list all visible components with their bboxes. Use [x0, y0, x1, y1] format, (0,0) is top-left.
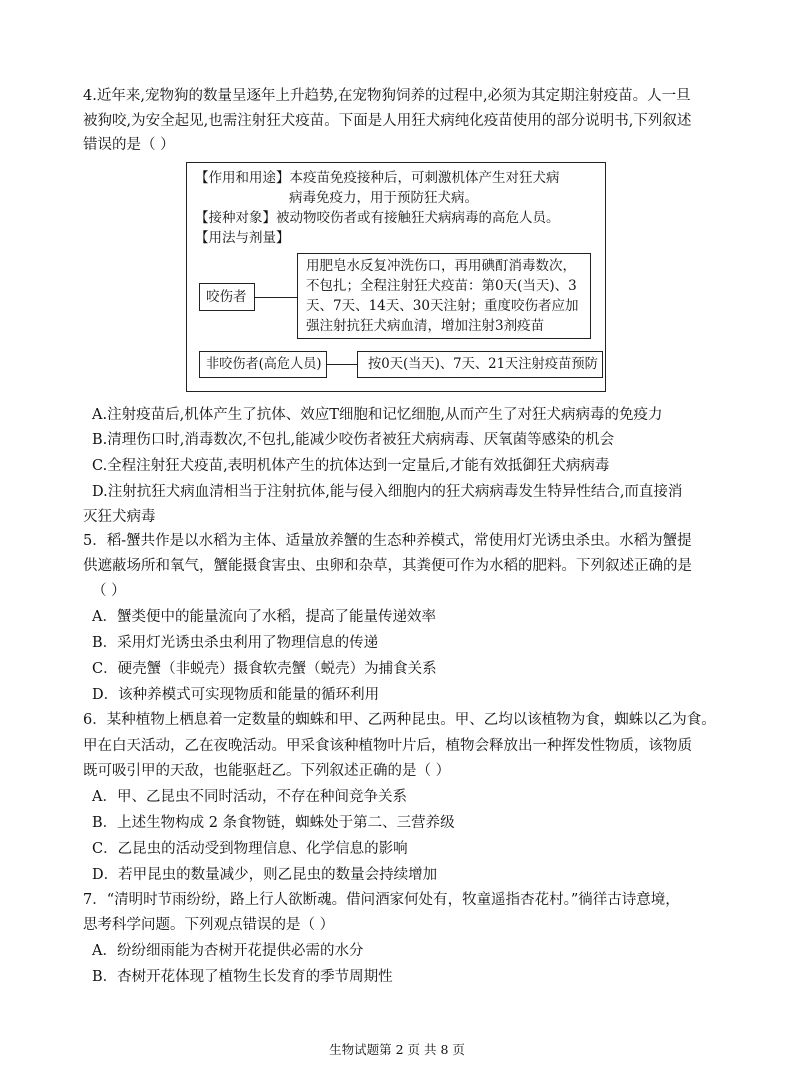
nonbitten-label-box — [199, 351, 327, 378]
q6-option-a: A．甲、乙昆虫不同时活动，不存在种间竞争关系 — [92, 789, 407, 805]
q5-option-c: C．硬壳蟹（非蜕壳）摄食软壳蟹（蜕壳）为捕食关系 — [92, 661, 437, 677]
dosage-heading: 【用法与剂量】 — [195, 230, 290, 246]
q4-stem-line-3: 错误的是（ ） — [83, 137, 175, 153]
vaccine-instruction-box — [186, 162, 606, 392]
q6-option-c: C．乙昆虫的活动受到物理信息、化学信息的影响 — [92, 841, 408, 857]
q7-option-b: B．杏树开花体现了植物生长发育的季节周期性 — [92, 969, 393, 985]
q5-option-d: D．该种养模式可实现物质和能量的循环利用 — [92, 687, 380, 703]
q5-option-a: A．蟹类便中的能量流向了水稻，提高了能量传递效率 — [92, 609, 436, 625]
nonbitten-detail: 按0天(当天)、7天、21天注射疫苗预防 — [368, 356, 598, 372]
bitten-detail-box — [297, 253, 591, 339]
q4-option-d: D.注射抗狂犬病血清相当于注射抗体,能与侵入细胞内的狂犬病病毒发生特异性结合,而直接消 — [92, 484, 683, 500]
bitten-detail-line-3: 天、7天、14天、30天注射；重度咬伤者应加 — [306, 298, 579, 314]
nonbitten-label: 非咬伤者(高危人员) — [206, 356, 322, 372]
bitten-connector — [255, 297, 297, 298]
q5-stem-line-3: （ ） — [92, 583, 126, 599]
page-footer: 生物试题第 2 页 共 8 页 — [329, 1042, 465, 1057]
q6-stem-line-1: 6．某种植物上栖息着一定数量的蜘蛛和甲、乙两种昆虫。甲、乙均以该植物为食，蜘蛛以乙为食。 — [83, 712, 716, 728]
nonbitten-connector — [327, 364, 357, 365]
q4-option-d-cont: 灭狂犬病毒 — [83, 509, 156, 525]
q4-option-a: A.注射疫苗后,机体产生了抗体、效应T细胞和记忆细胞,从而产生了对狂犬病病毒的免疫力 — [92, 407, 663, 423]
bitten-label-box — [199, 283, 255, 311]
bitten-label: 咬伤者 — [206, 289, 247, 305]
q6-option-b: B．上述生物构成 2 条食物链，蜘蛛处于第二、三营养级 — [92, 815, 455, 831]
nonbitten-detail-box — [357, 351, 603, 378]
q6-stem-line-2: 甲在白天活动，乙在夜晚活动。甲采食该种植物叶片后，植物会释放出一种挥发性物质，该物质 — [83, 738, 692, 754]
target-line: 【接种对象】被动物咬伤者或有接触狂犬病病毒的高危人员。 — [195, 210, 560, 226]
q4-stem-line-2: 被狗咬,为安全起见,也需注射狂犬疫苗。下面是人用狂犬病纯化疫苗使用的部分说明书,下列叙述 — [83, 113, 692, 129]
bitten-detail-line-1: 用肥皂水反复冲洗伤口，再用碘酊消毒数次， — [306, 258, 576, 274]
q6-stem-line-3: 既可吸引甲的天敌，也能驱赶乙。下列叙述正确的是（ ） — [83, 763, 451, 779]
q4-option-c: C.全程注射狂犬疫苗,表明机体产生的抗体达到一定量后,才能有效抵御狂犬病病毒 — [92, 458, 610, 474]
q5-stem-line-1: 5．稻-蟹共作是以水稻为主体、适量放养蟹的生态种养模式，常使用灯光诱虫杀虫。水稻为蟹提 — [83, 533, 692, 549]
usage-line-2: 病毒免疫力，用于预防狂犬病。 — [289, 190, 478, 206]
bitten-detail-line-2: 不包扎；全程注射狂犬疫苗：第0天(当天)、3 — [306, 278, 577, 294]
q4-option-b: B.清理伤口时,消毒数次,不包扎,能减少咬伤者被狂犬病病毒、厌氧菌等感染的机会 — [92, 432, 615, 448]
q7-option-a: A．纷纷细雨能为杏树开花提供必需的水分 — [92, 943, 364, 959]
q5-stem-line-2: 供遮蔽场所和氧气，蟹能摄食害虫、虫卵和杂草，其粪便可作为水稻的肥料。下列叙述正确的是 — [83, 558, 692, 574]
q5-option-b: B．采用灯光诱虫杀虫利用了物理信息的传递 — [92, 635, 379, 651]
q6-option-d: D．若甲昆虫的数量减少，则乙昆虫的数量会持续增加 — [92, 867, 438, 883]
q4-stem-line-1: 4.近年来,宠物狗的数量呈逐年上升趋势,在宠物狗饲养的过程中,必须为其定期注射疫苗。人一旦 — [83, 88, 691, 104]
q7-stem-line-1: 7．“清明时节雨纷纷，路上行人欲断魂。借问酒家何处有，牧童遥指杏花村。”徜徉古诗意境， — [83, 892, 680, 908]
bitten-detail-line-4: 强注射抗狂犬病血清，增加注射3剂疫苗 — [306, 318, 545, 334]
q7-stem-line-2: 思考科学问题。下列观点错误的是（ ） — [83, 917, 335, 933]
usage-line-1: 【作用和用途】本疫苗免疫接种后，可刺激机体产生对狂犬病 — [195, 170, 560, 186]
